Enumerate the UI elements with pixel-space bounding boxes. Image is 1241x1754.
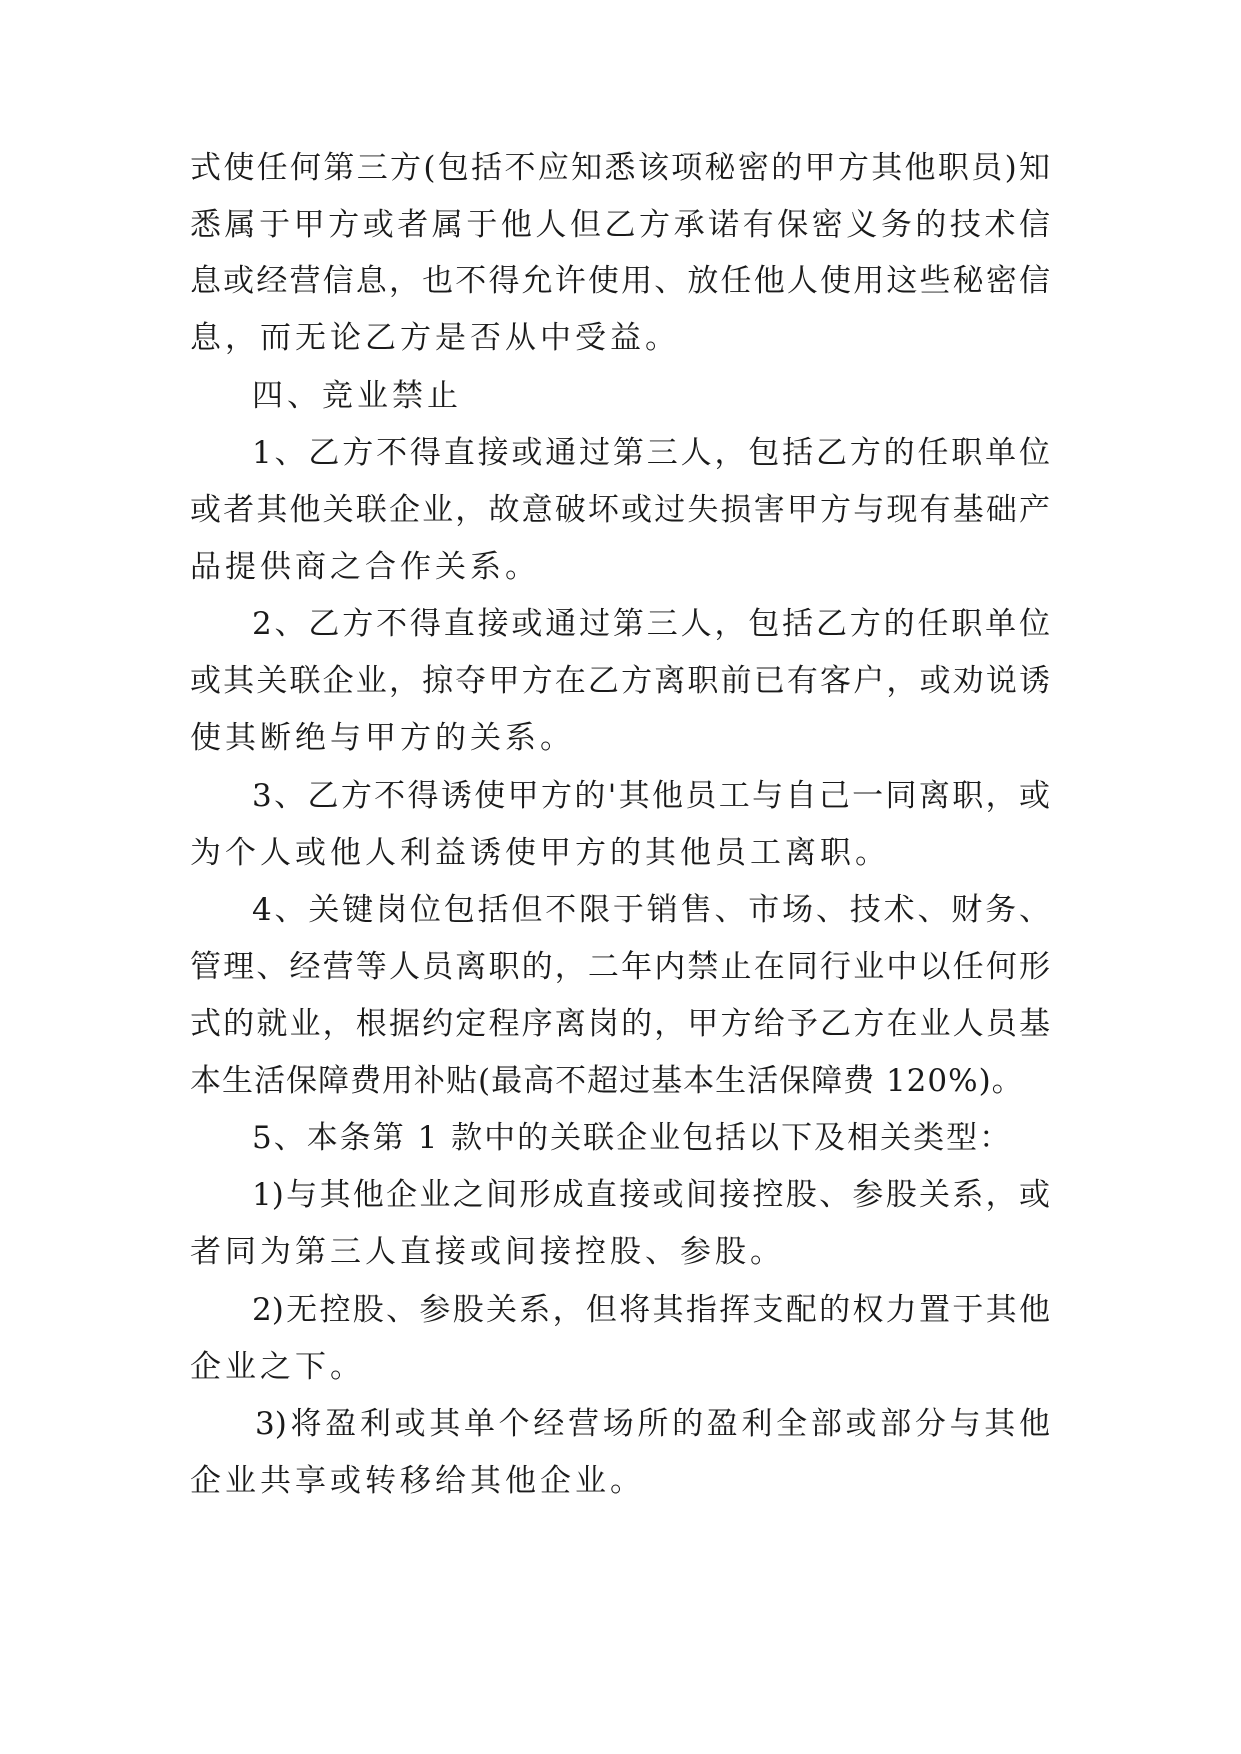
text-line: 3、乙方不得诱使甲方的'其他员工与自己一同离职，或 (252, 778, 1050, 814)
text-line: 式的就业，根据约定程序离岗的，甲方给予乙方在业人员基 (190, 1006, 1050, 1042)
text-line: 为个人或他人利益诱使甲方的其他员工离职。 (190, 835, 890, 871)
text-line: 品提供商之合作关系。 (190, 549, 540, 585)
text-line: 5、本条第 1 款中的关联企业包括以下及相关类型： (252, 1120, 1013, 1156)
text-line: 1)与其他企业之间形成直接或间接控股、参股关系，或 (252, 1177, 1050, 1213)
text-line: 管理、经营等人员离职的，二年内禁止在同行业中以任何形 (190, 949, 1050, 985)
text-line: 者同为第三人直接或间接控股、参股。 (190, 1234, 785, 1270)
text-line: 使其断绝与甲方的关系。 (190, 720, 575, 756)
text-line: 4、关键岗位包括但不限于销售、市场、技术、财务、 (252, 892, 1050, 928)
text-line: 企业之下。 (190, 1349, 365, 1385)
section-heading: 四、竞业禁止 (252, 378, 462, 414)
text-line: 2、乙方不得直接或通过第三人，包括乙方的任职单位 (252, 606, 1050, 642)
text-line: 企业共享或转移给其他企业。 (190, 1463, 645, 1499)
text-line: 或者其他关联企业，故意破坏或过失损害甲方与现有基础产 (190, 492, 1050, 528)
text-line: 式使任何第三方(包括不应知悉该项秘密的甲方其他职员)知 (190, 150, 1050, 186)
text-line: 息，而无论乙方是否从中受益。 (190, 320, 680, 356)
text-line: 2)无控股、参股关系，但将其指挥支配的权力置于其他 (252, 1292, 1050, 1328)
text-line: 或其关联企业，掠夺甲方在乙方离职前已有客户，或劝说诱 (190, 663, 1050, 699)
text-line: 1、乙方不得直接或通过第三人，包括乙方的任职单位 (252, 435, 1050, 471)
text-line: 息或经营信息，也不得允许使用、放任他人使用这些秘密信 (190, 263, 1050, 299)
text-line: 悉属于甲方或者属于他人但乙方承诺有保密义务的技术信 (190, 207, 1050, 243)
text-line: 本生活保障费用补贴(最高不超过基本生活保障费 120%)。 (190, 1063, 1024, 1099)
text-line: 3)将盈利或其单个经营场所的盈利全部或部分与其他 (255, 1406, 1050, 1442)
